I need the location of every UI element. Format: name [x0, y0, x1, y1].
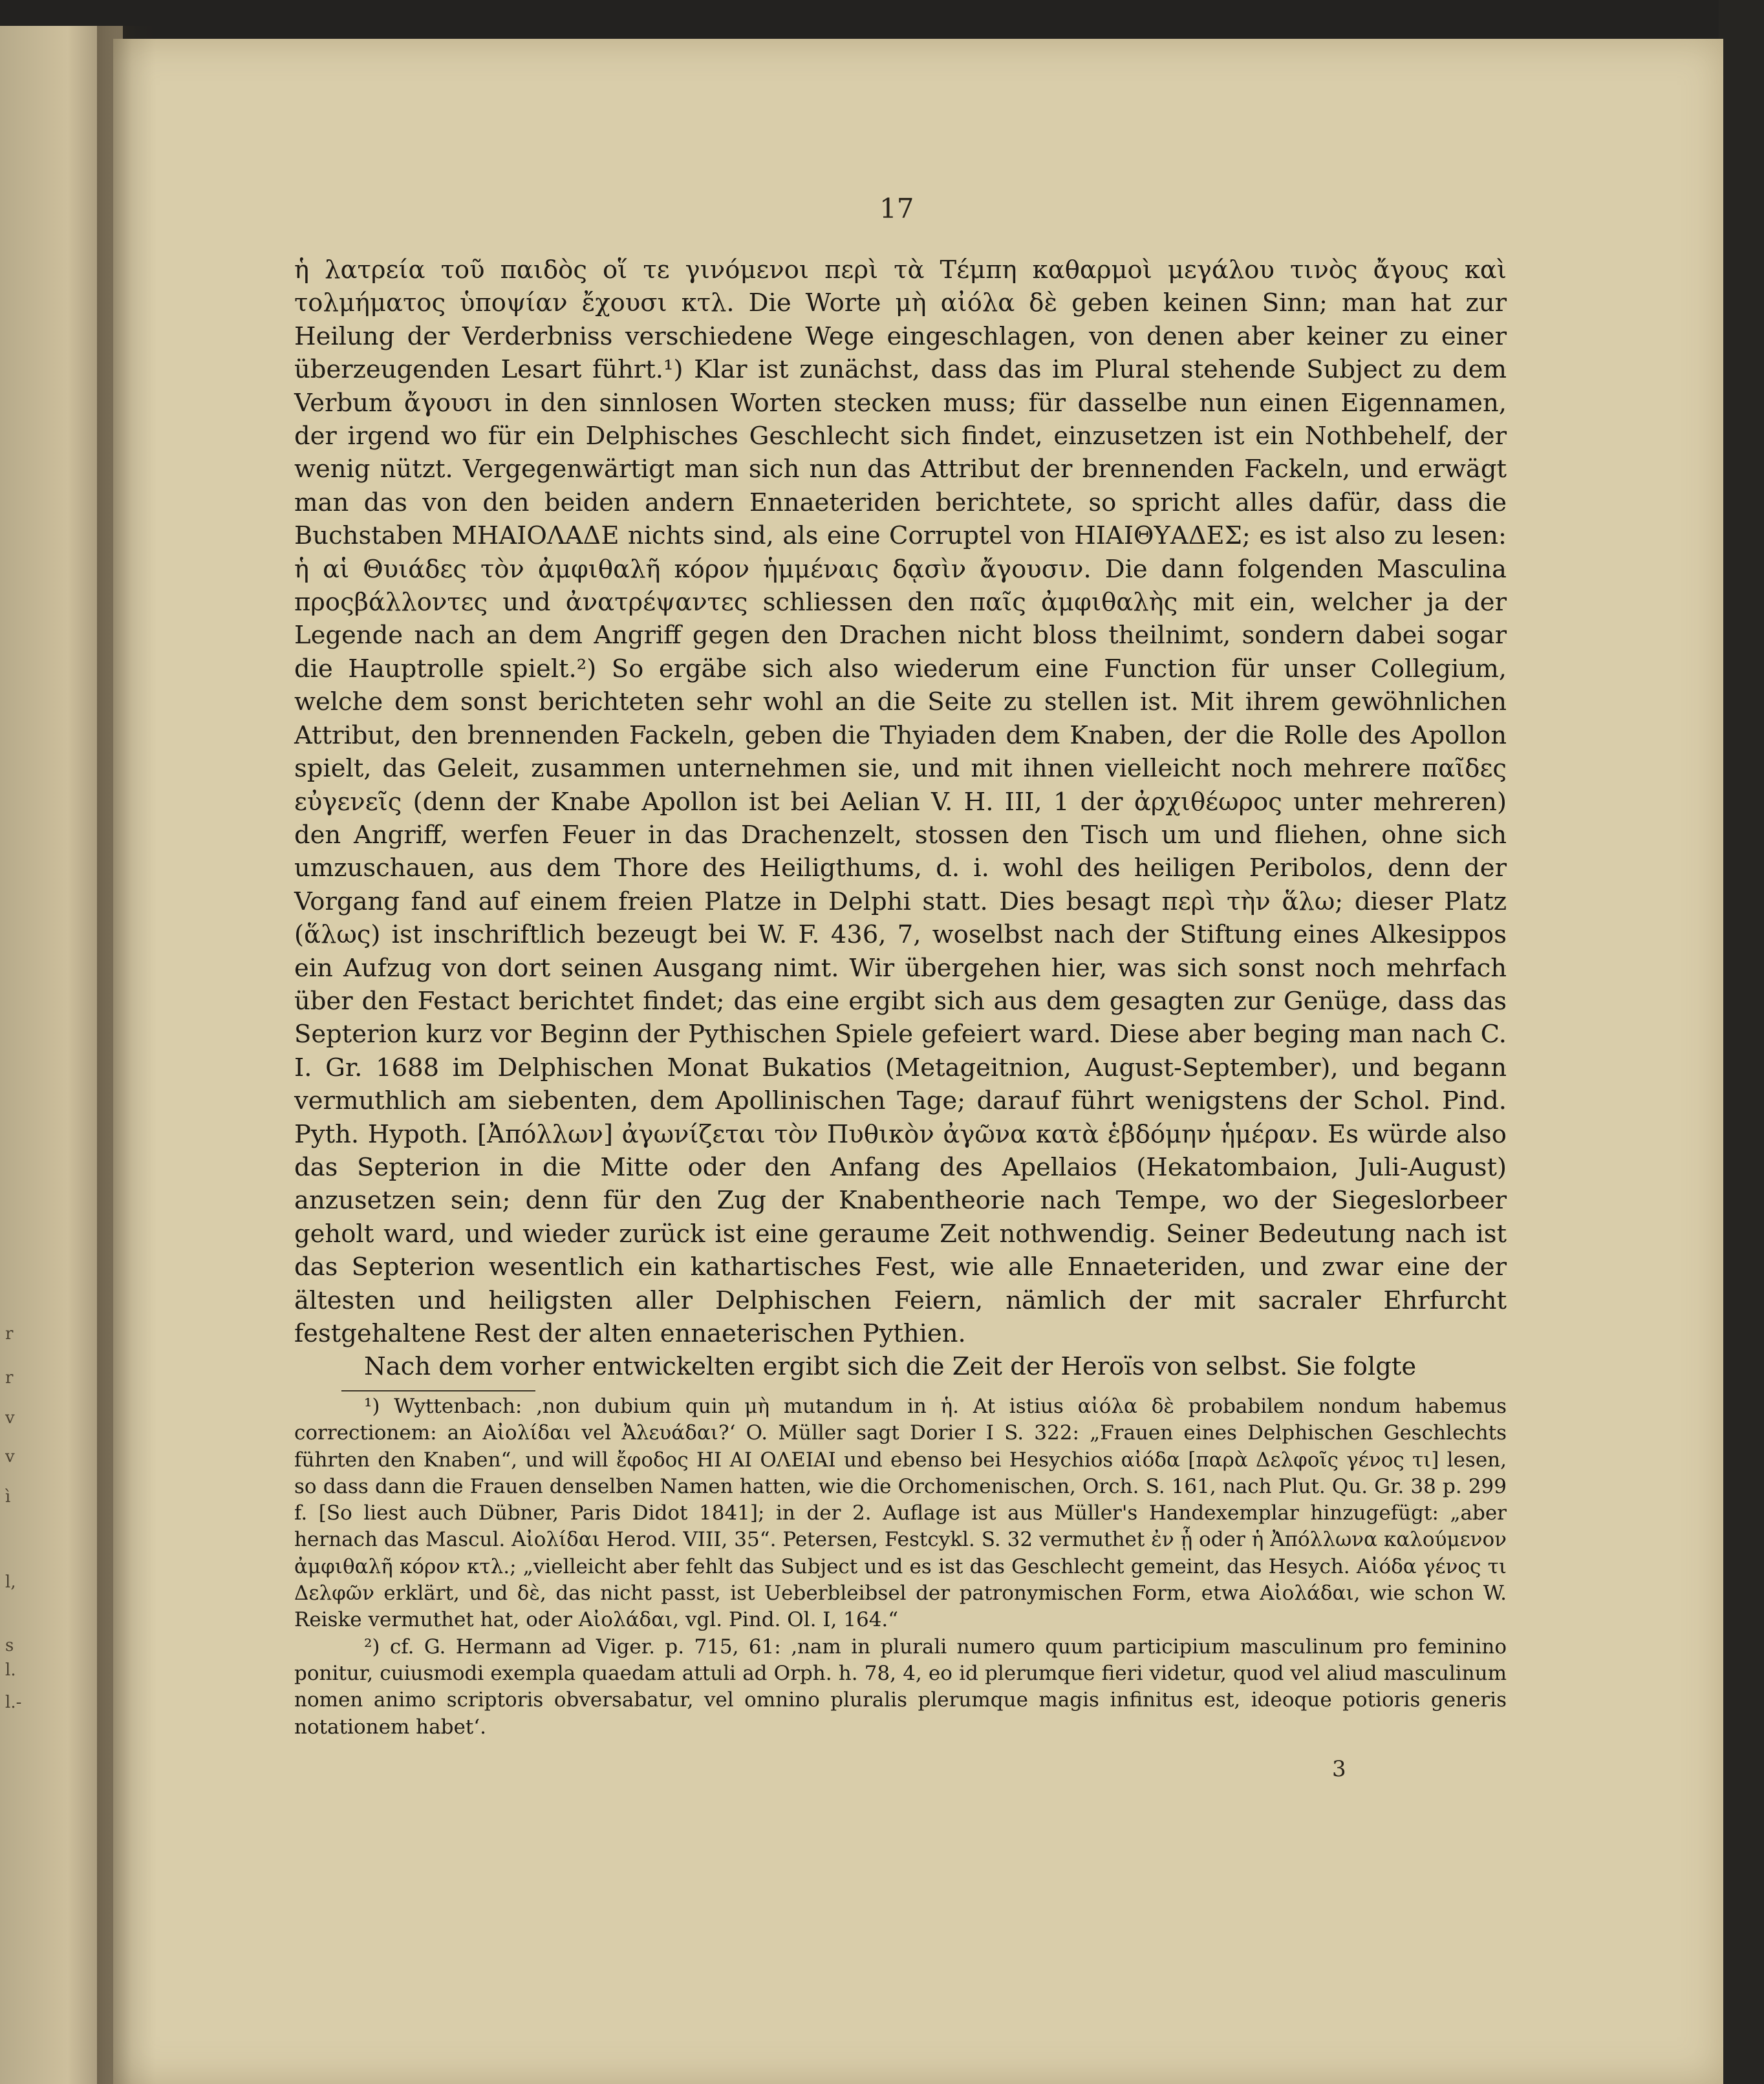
paragraph: Nach dem vorher entwickelten ergibt sich die Zeit der Heroïs von selbst. Sie folgte: [364, 1352, 1417, 1382]
facing-page-fragment: r: [5, 1324, 14, 1344]
footnote-separator: [341, 1390, 535, 1391]
footnote: ²) cf. G. Hermann ad Viger. p. 715, 61: ‚nam in plurali numero quum participium masculinum pro feminino ponitur, cuiusmodi exempla quaedam attuli ad Orph. h. 78, 4, eo id plerumque fieri videtur, quod vel aliud masculinum nomen animo scriptoris obversabatur, vel omnino pluralis plerumque magis infinitus est, ideoque potioris generis notationem habet‘.: [294, 1635, 1507, 1739]
facing-page-fragment: l.: [5, 1660, 16, 1680]
printer-signature: 3: [1332, 1756, 1346, 1782]
facing-page-fragment: r: [5, 1368, 14, 1388]
scan-background-right: [1719, 0, 1764, 2084]
paragraph: ἡ λατρεία τοῦ παιδὸς οἵ τε γινόμενοι περὶ τὰ Τέμπη καθαρμοὶ μεγάλου τινὸς ἄγους καὶ τολμήματος ὑποψίαν ἔχουσι κτλ. Die Worte μὴ αἰόλα δὲ geben keinen Sinn; man hat zur Heilung der Verderbniss verschiedene Wege eingeschlagen, von denen aber keiner zu einer überzeugenden Lesart führt.¹) Klar ist zunächst, dass das im Plural stehende Subject zu dem Verbum ἄγουσι in den sinnlosen Worten stecken muss; für dasselbe nun einen Eigennamen, der irgend wo für ein Delphisches Geschlecht sich findet, einzusetzen ist ein Nothbehelf, der wenig nützt. Vergegenwärtigt man sich nun das Attribut der brennenden Fackeln, und erwägt man das von den beiden andern Ennaeteriden berichtete, so spricht alles dafür, dass die Buchstaben ΜΗΑΙΟΛΑΔΕ nichts sind, als eine Corruptel von ΗΙΑΙΘΥΑΔΕΣ; es ist also zu lesen: ἡ αἱ Θυιάδες τὸν ἀμφιθαλῆ κόρον ἡμμέναις δᾳσὶν ἄγουσιν. Die dann folgenden Masculina προςβάλλοντες und ἀνατρέψαντες schliessen den παῖς ἀμφιθαλὴς mit ein, welcher ja der Legende nach an dem Angriff gegen den Drachen nicht bloss theilnimt, sondern dabei sogar die Hauptrolle spielt.²) So ergäbe sich also wiederum eine Function für unser Collegium, welche dem sonst berichteten sehr wohl an die Seite zu stellen ist. Mit ihrem gewöhnlichen Attribut, den brennenden Fackeln, geben die Thyiaden dem Knaben, der die Rolle des Apollon spielt, das Geleit, zusammen unternehmen sie, und mit ihnen vielleicht noch mehrere παῖδες εὐγενεῖς (denn der Knabe Apollon ist bei Aelian V. H. III, 1 der ἀρχιθέωρος unter mehreren) den Angriff, werfen Feuer in das Drachenzelt, stossen den Tisch um und fliehen, ohne sich umzuschauen, aus dem Thore des Heiligthums, d. i. wohl des heiligen Peribolos, denn der Vorgang fand auf einem freien Platze in Delphi statt. Dies besagt περὶ τὴν ἅλω; dieser Platz (ἅλως) ist inschriftlich bezeugt bei W. F. 436, 7, woselbst nach der Stiftung eines Alkesippos ein Aufzug von dort seinen Ausgang nimt. Wir übergehen hier, was sich sonst noch mehrfach über den Festact berichtet findet; das eine ergibt sich aus dem gesagten zur Genüge, dass das Septerion kurz vor Beginn der Pythischen Spiele gefeiert ward. Diese aber beging man nach C. I. Gr. 1688 im Delphischen Monat Bukatios (Metageitnion, August-September), und begann vermuthlich am siebenten, dem Apollinischen Tage; darauf führt wenigstens der Schol. Pind. Pyth. Hypoth. [Ἀπόλλων] ἀγωνίζεται τὸν Πυθικὸν ἀγῶνα κατὰ ἑβδόμην ἡμέραν. Es würde also das Septerion in die Mitte oder den Anfang des Apellaios (Hekatombaion, Juli-August) anzusetzen sein; denn für den Zug der Knabentheorie nach Tempe, wo der Siegeslorbeer geholt ward, und wieder zurück ist eine geraume Zeit nothwendig. Seiner Bedeutung nach ist das Septerion wesentlich ein kathartisches Fest, wie alle Ennaeteriden, und zwar eine der ältesten und heiligsten aller Delphischen Feiern, nämlich der mit sacraler Ehrfurcht festgehaltene Rest der alten ennaeterischen Pythien.: [294, 255, 1507, 1348]
facing-page-fragment: ì: [5, 1487, 11, 1507]
facing-page-fragment: l,: [5, 1573, 16, 1592]
facing-page-fragment: l.-: [5, 1693, 22, 1712]
body-text: [294, 253, 1507, 1384]
footnotes: [294, 1393, 1507, 1741]
facing-page-fragment: s: [5, 1636, 14, 1655]
page-gutter-shadow: [97, 26, 155, 2084]
page-number: 17: [879, 193, 914, 224]
footnote: ¹) Wyttenbach: ‚non dubium quin μὴ mutandum in ἡ. At istius αἰόλα δὲ probabilem nondum habemus correctionem: an Αἰολίδαι vel Ἀλευάδαι?‘ O. Müller sagt Dorier I S. 322: „Frauen eines Delphischen Geschlechts führten den Knaben“, und will ἔφοδος ΗΙ ΑΙ ΟΛΕΙΑΙ und ebenso bei Hesychios αἰόδα [παρὰ Δελφοῖς γένος τι] lesen, so dass dann die Frauen denselben Namen hatten, wie die Orchomenischen, Orch. S. 161, nach Plut. Qu. Gr. 38 p. 299 f. [So liest auch Dübner, Paris Didot 1841]; in der 2. Auflage ist aus Müller's Handexemplar hinzugefügt: „aber hernach das Mascul. Αἰολίδαι Herod. VIII, 35“. Petersen, Festcykl. S. 32 vermuthet ἐν ᾗ oder ἡ Ἀπόλλωνα καλούμενον ἀμφιθαλῆ κόρον κτλ.; „vielleicht aber fehlt das Subject und es ist das Geschlecht gemeint, das Hesych. Αἰόδα γένος τι Δελφῶν erklärt, und δὲ, das nicht passt, ist Ueberbleibsel der patronymischen Form, etwa Αἰολάδαι, wie schon W. Reiske vermuthet hat, oder Αἰολάδαι, vgl. Pind. Ol. I, 164.“: [294, 1395, 1507, 1632]
facing-page-fragment: v: [5, 1447, 15, 1466]
facing-page-fragment: v: [5, 1408, 15, 1428]
